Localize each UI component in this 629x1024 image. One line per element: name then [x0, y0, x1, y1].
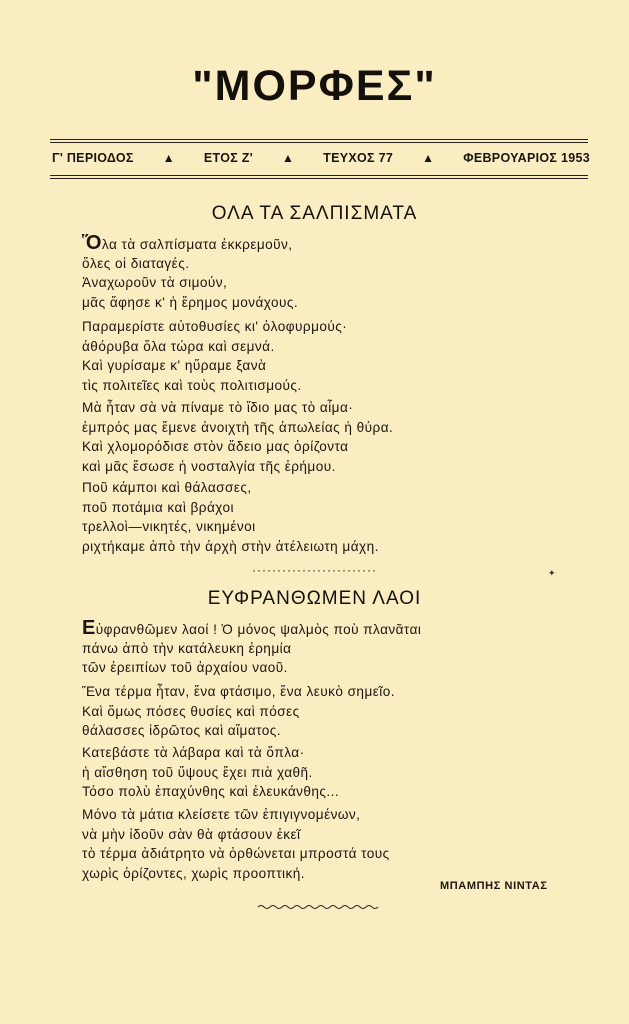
section-divider: ························· [252, 563, 377, 577]
poem-stanza [82, 805, 390, 883]
poem-line: τὶς πολιτεῖες καὶ τοὺς πολιτισμούς. [82, 377, 302, 393]
header-rule-top [50, 139, 588, 140]
poem-line: ἡ αἴσθηση τοῦ ὕψους ἔχει πιὰ χαθῆ. [82, 764, 313, 780]
poem-line: Καὶ ὅμως πόσες θυσίες καὶ πόσες [82, 703, 300, 719]
poem-line: Μόνο τὰ μάτια κλείσετε τῶν ἐπιγιγνομένων, [82, 807, 361, 822]
poem-title: ΕΥΦΡΑΝΘΩΜΕΝ ΛΑΟΙ [207, 588, 422, 609]
poem-stanza [82, 398, 393, 476]
poem-stanza [82, 619, 421, 678]
issue-info-bar [52, 148, 590, 168]
poem-line: θάλασσες ἱδρῶτος καὶ αἵματος. [82, 723, 282, 739]
poem-line: Καὶ γυρίσαμε κ' ηὕραμε ξανὰ [82, 358, 267, 374]
poem-line: Παραμερίστε αὐτοθυσίες κι' ὀλοφυρμούς· [82, 319, 348, 334]
issue-year: ΕΤΟΣ Ζ' [203, 151, 254, 165]
poem-line: ριχτήκαμε ἀπὸ τὴν ἀρχὴ στὴν ἀτέλειωτη μάχη. [82, 538, 379, 554]
issue-date: ΦΕΒΡΟΥΑΡΙΟΣ 1953 [463, 151, 590, 165]
issue-number: ΤΕΥΧΟΣ 77 [323, 151, 394, 165]
poem-line: Ὅλα τὰ σαλπίσματα ἐκκρεμοῦν, [82, 232, 293, 254]
poem-line: Τόσο πολὺ ἐπαχύνθης καὶ ἐλευκάνθης... [82, 784, 340, 800]
poem-line: Ἀναχωροῦν τὰ σιμούν, [82, 275, 228, 291]
drop-cap: Ὅ [82, 232, 102, 254]
poem-stanza [82, 682, 395, 741]
poem-line: Ἕνα τέρμα ἦταν, ἕνα φτάσιμο, ἕνα λευκὸ σημεῖο. [82, 684, 395, 699]
poem-stanza [82, 234, 298, 312]
poem-line: Ποῦ κάμποι καὶ θάλασσες, [82, 480, 252, 495]
triangle-separator-icon: ▲ [282, 151, 295, 165]
poem-line: Κατεβάστε τὰ λάβαρα καὶ τὰ ὅπλα· [82, 745, 305, 760]
magazine-title: "ΜΟΡΦΕΣ" [192, 62, 437, 110]
poem-line: πάνω ἀπὸ τὴν κατάλευκη ἐρημία [82, 640, 292, 656]
poem-line: ποῦ ποτάμια καὶ βράχοι [82, 499, 234, 515]
triangle-separator-icon: ▲ [162, 151, 175, 165]
poem-line: νὰ μὴν ἰδοῦν σὰν θὰ φτάσουν ἐκεῖ [82, 826, 301, 842]
poem-line: Μὰ ἦταν σὰ νὰ πίναμε τὸ ἴδιο μας τὸ αἷμα· [82, 400, 354, 415]
issue-period: Γ' ΠΕΡΙΟΔΟΣ [52, 151, 134, 165]
poem-stanza [82, 478, 379, 556]
header-rule-bottom [50, 175, 588, 176]
poem-line: καὶ μᾶς ἔσωσε ἡ νοσταλγία τῆς ἐρήμου. [82, 458, 336, 474]
ink-speck-icon: ✦ [548, 568, 556, 578]
poem-stanza [82, 317, 347, 395]
poem-line: τρελλοὶ—νικητές, νικημένοι [82, 519, 256, 535]
poem-stanza [82, 743, 339, 802]
poem-line: χωρὶς ὁρίζοντες, χωρὶς προοπτική. [82, 865, 306, 881]
poem-line: τῶν ἐρειπίων τοῦ ἀρχαίου ναοῦ. [82, 660, 288, 676]
poem-title: ΟΛΑ ΤΑ ΣΑΛΠΙΣΜΑΤΑ [211, 203, 418, 224]
header-rule-top-inner [50, 142, 588, 143]
poem-line: ἐμπρός μας ἔμενε ἀνοιχτὴ τῆς ἀπωλείας ἡ θύρα. [82, 419, 394, 435]
poem-line: τὸ τέρμα ἀδιάτρητο νὰ ὀρθώνεται μπροστά τους [82, 846, 390, 862]
poem-line: Καὶ χλομορόδισε στὸν ἄδειο μας ὁρίζοντα [82, 439, 349, 455]
poem-line: μᾶς ἄφησε κ' ἡ ἔρημος μονάχους. [82, 294, 299, 310]
header-rule-bottom-inner [50, 178, 588, 179]
poem-line: ὅλες οἱ διαταγές. [82, 255, 190, 271]
author-signature: ΜΠΑΜΠΗΣ ΝΙΝΤΑΣ [440, 880, 548, 892]
triangle-separator-icon: ▲ [422, 151, 435, 165]
poem-line: ἀθόρυβα ὅλα τώρα καὶ σεμνά. [82, 338, 275, 354]
drop-cap: Ε [82, 617, 96, 639]
end-ornament-icon [256, 902, 382, 912]
poem-line: Εὐφρανθῶμεν λαοί ! Ὁ μόνος ψαλμὸς ποὺ πλανᾶται [82, 617, 422, 639]
